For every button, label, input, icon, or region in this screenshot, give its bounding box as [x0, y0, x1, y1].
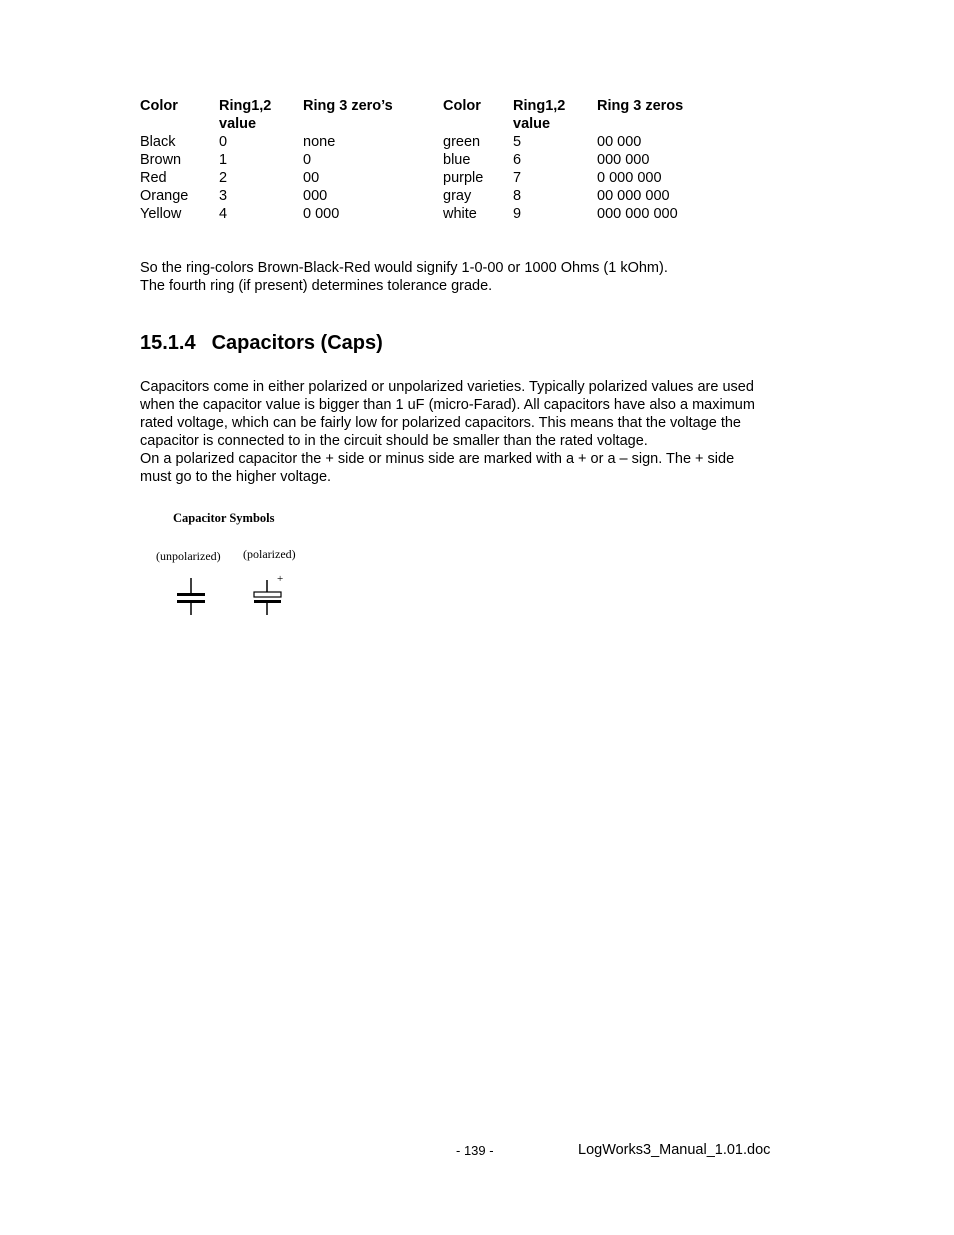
table-cell: purple — [443, 170, 484, 186]
capacitor-symbols-figure — [146, 503, 314, 628]
table-cell: 00 000 — [597, 134, 642, 150]
table-header-row — [138, 97, 709, 133]
table-cell: Orange — [140, 188, 189, 204]
table-cell: Red — [140, 170, 167, 186]
table-cell: 3 — [219, 188, 228, 204]
header-ring3-zeros-1: Ring 3 zero’s — [303, 98, 393, 114]
intro-paragraph — [140, 259, 668, 295]
body-line: must go to the higher voltage. — [140, 469, 332, 485]
body-line: rated voltage, which can be fairly low for polarized capacitors. This means that the voltage the — [140, 415, 741, 431]
table-cell: green — [443, 134, 481, 150]
table-cell: 6 — [513, 152, 522, 168]
unpolarized-capacitor-icon — [176, 578, 206, 618]
table-cell: Brown — [140, 152, 182, 168]
header-ring12-value-1: Ring1,2 value — [219, 98, 272, 132]
table-cell: 5 — [513, 134, 522, 150]
table-cell: 8 — [513, 188, 522, 204]
table-row — [138, 169, 709, 187]
body-line: when the capacitor value is bigger than 1 uF (micro-Farad). All capacitors have also a maximum — [140, 397, 755, 413]
table-cell: 9 — [513, 206, 522, 222]
table-row — [138, 133, 709, 151]
table-row — [138, 151, 709, 169]
intro-line: So the ring-colors Brown-Black-Red would signify 1-0-00 or 1000 Ohms (1 kOhm). — [140, 260, 668, 276]
page-number: - 139 - — [456, 1143, 494, 1158]
table-cell: 000 000 000 — [597, 206, 678, 222]
table-cell: 0 — [303, 152, 312, 168]
header-ring12-value-2: Ring1,2 value — [513, 98, 566, 132]
table-row — [138, 205, 709, 223]
table-cell: Black — [140, 134, 176, 150]
table-cell: 000 — [303, 188, 328, 204]
table-cell: 00 000 000 — [597, 188, 670, 204]
body-line: On a polarized capacitor the + side or minus side are marked with a + or a – sign. The + side — [140, 451, 735, 467]
table-cell: 0 000 000 — [597, 170, 662, 186]
table-cell: 7 — [513, 170, 522, 186]
table-cell: 0 — [219, 134, 228, 150]
table-cell: blue — [443, 152, 471, 168]
section-number: 15.1.4 — [140, 332, 196, 354]
plus-sign: + — [277, 573, 284, 585]
table-cell: none — [303, 134, 336, 150]
header-ring3-zeros-2: Ring 3 zeros — [597, 98, 684, 114]
body-line: capacitor is connected to in the circuit should be smaller than the rated voltage. — [140, 433, 648, 449]
capacitor-paragraph — [140, 378, 755, 486]
table-cell: 000 000 — [597, 152, 650, 168]
section-title: Capacitors (Caps) — [211, 332, 383, 354]
table-row — [138, 187, 709, 205]
section-heading — [140, 332, 383, 355]
table-cell: 00 — [303, 170, 320, 186]
header-color-1: Color — [140, 98, 178, 114]
figure-title: Capacitor Symbols — [173, 511, 275, 525]
table-cell: 4 — [219, 206, 228, 222]
label-polarized: (polarized) — [243, 547, 296, 561]
resistor-color-table — [138, 97, 709, 223]
table-cell: white — [443, 206, 477, 222]
document-filename: LogWorks3_Manual_1.01.doc — [578, 1142, 771, 1158]
table-cell: 1 — [219, 152, 228, 168]
header-color-2: Color — [443, 98, 481, 114]
table-cell: 2 — [219, 170, 228, 186]
table-cell: Yellow — [140, 206, 182, 222]
label-unpolarized: (unpolarized) — [156, 549, 221, 563]
table-cell: gray — [443, 188, 472, 204]
body-line: Capacitors come in either polarized or unpolarized varieties. Typically polarized values are used — [140, 379, 754, 395]
intro-line: The fourth ring (if present) determines tolerance grade. — [140, 278, 493, 294]
table-cell: 0 000 — [303, 206, 340, 222]
